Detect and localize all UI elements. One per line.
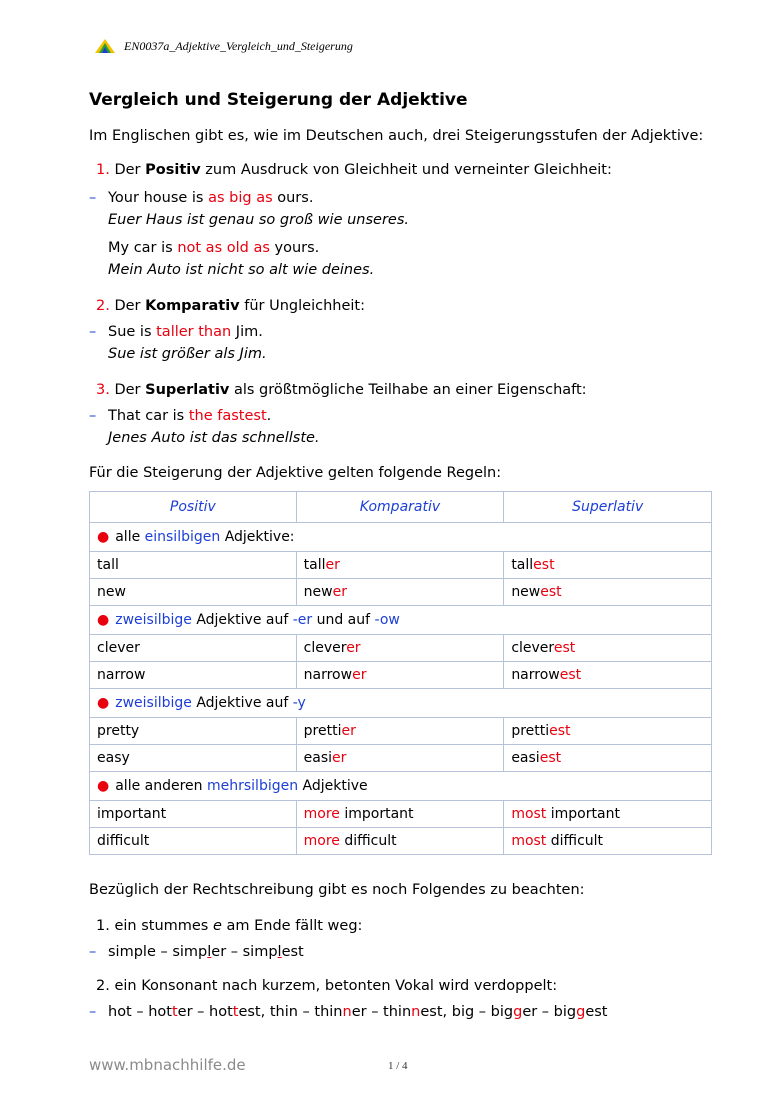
text: My car is xyxy=(108,240,178,256)
section-komparativ xyxy=(96,296,365,316)
table-row xyxy=(90,828,712,855)
text: als größtmögliche Teilhabe an einer Eigenschaft: xyxy=(229,382,587,398)
highlight: mehrsilbigen xyxy=(206,778,299,794)
stem: important xyxy=(546,806,620,822)
rule-number: 1. xyxy=(96,918,110,934)
text: er – thin xyxy=(351,1004,412,1020)
text: am Ende fällt weg: xyxy=(221,918,363,934)
highlight: einsilbigen xyxy=(144,529,221,545)
comparison-table xyxy=(89,491,712,855)
text: That car is xyxy=(108,408,189,424)
cell-superlativ xyxy=(504,662,712,689)
group-row xyxy=(90,689,712,718)
table-row xyxy=(90,801,712,828)
group-label xyxy=(90,689,712,718)
term-positiv: Positiv xyxy=(145,162,201,178)
text: ein stummes xyxy=(114,918,213,934)
cell-komparativ xyxy=(296,745,504,772)
bullet-dash: – xyxy=(89,944,97,960)
example-de: Sue ist größer als Jim. xyxy=(108,346,267,362)
suffix: er xyxy=(332,584,347,600)
cell-positiv: pretty xyxy=(90,718,297,745)
text: er – hot xyxy=(177,1004,233,1020)
cell-komparativ xyxy=(296,662,504,689)
group-label xyxy=(90,606,712,635)
cell-komparativ xyxy=(296,801,504,828)
term-komparativ: Komparativ xyxy=(145,298,240,314)
example-en xyxy=(108,406,271,426)
section-number: 2. xyxy=(96,298,110,314)
cell-positiv: important xyxy=(90,801,297,828)
suffix: est xyxy=(553,640,576,656)
text: yours. xyxy=(269,240,320,256)
highlight: -er xyxy=(292,612,313,628)
table-row xyxy=(90,718,712,745)
text: Jim. xyxy=(231,324,263,340)
text: Sue is xyxy=(108,324,157,340)
stem: important xyxy=(339,806,414,822)
table-header-row xyxy=(90,492,712,523)
bullet-dot-icon: ● xyxy=(97,778,110,794)
cell-komparativ xyxy=(296,635,504,662)
example-en xyxy=(108,322,263,342)
cell-superlativ xyxy=(504,552,712,579)
table-row xyxy=(90,662,712,689)
text: est, big – big xyxy=(420,1004,514,1020)
doubled-letter: n xyxy=(411,1004,421,1020)
suffix: er xyxy=(341,723,356,739)
table-row xyxy=(90,635,712,662)
text: Der xyxy=(114,162,146,178)
text: Adjektive xyxy=(298,778,368,794)
group-label xyxy=(90,772,712,801)
stem: tall xyxy=(303,557,326,573)
stem: pretti xyxy=(303,723,342,739)
suffix: er xyxy=(332,750,347,766)
text: Der xyxy=(114,298,146,314)
stem: clever xyxy=(511,640,554,656)
spelling-example-1 xyxy=(108,942,304,962)
cell-superlativ xyxy=(504,828,712,855)
stem: easi xyxy=(303,750,333,766)
table-row xyxy=(90,552,712,579)
section-superlativ xyxy=(96,380,587,400)
doubled-letter: g xyxy=(576,1004,586,1020)
doubled-letter: n xyxy=(342,1004,352,1020)
bullet-dot-icon: ● xyxy=(97,695,110,711)
text: ours. xyxy=(272,190,314,206)
bullet-dash: – xyxy=(89,324,97,340)
mbnachhilfe-logo-icon xyxy=(94,38,116,54)
text: alle xyxy=(115,529,145,545)
text: Your house is xyxy=(108,190,209,206)
text: alle anderen xyxy=(115,778,207,794)
modifier: more xyxy=(303,833,340,849)
text: est, thin – thin xyxy=(238,1004,343,1020)
text: est xyxy=(585,1004,608,1020)
cell-superlativ xyxy=(504,745,712,772)
bullet-dash: – xyxy=(89,190,97,206)
bullet-dash: – xyxy=(89,408,97,424)
cell-superlativ xyxy=(504,718,712,745)
highlight: the fastest xyxy=(188,408,267,424)
suffix: er xyxy=(325,557,340,573)
example-de: Jenes Auto ist das schnellste. xyxy=(108,430,320,446)
bullet-dot-icon: ● xyxy=(97,529,110,545)
text: est xyxy=(281,944,304,960)
cell-positiv: new xyxy=(90,579,297,606)
text: für Ungleichheit: xyxy=(239,298,365,314)
suffix: est xyxy=(539,750,562,766)
doubled-letter: t xyxy=(171,1004,178,1020)
doubled-letter: t xyxy=(232,1004,239,1020)
rule-number: 2. xyxy=(96,978,110,994)
suffix: est xyxy=(533,557,555,573)
stem: easi xyxy=(511,750,540,766)
group-label xyxy=(90,523,712,552)
stem: narrow xyxy=(511,667,560,683)
text: Der xyxy=(114,382,146,398)
header-komparativ: Komparativ xyxy=(296,492,504,523)
underlined-letter: l xyxy=(207,944,212,960)
example-en xyxy=(108,238,319,258)
rules-intro: Für die Steigerung der Adjektive gelten folgende Regeln: xyxy=(89,465,502,481)
text: zum Ausdruck von Gleichheit und verneinter Gleichheit: xyxy=(200,162,612,178)
underlined-letter: l xyxy=(277,944,282,960)
spelling-rule-2 xyxy=(96,976,557,996)
highlight: -y xyxy=(292,695,306,711)
stem: difficult xyxy=(546,833,604,849)
suffix: er xyxy=(346,640,361,656)
cell-komparativ xyxy=(296,718,504,745)
text: . xyxy=(266,408,272,424)
text: simple – simp xyxy=(108,944,208,960)
document-header xyxy=(94,36,353,56)
cell-positiv: narrow xyxy=(90,662,297,689)
highlight: -ow xyxy=(374,612,400,628)
section-number: 3. xyxy=(96,382,110,398)
spelling-rule-1 xyxy=(96,916,362,936)
spelling-intro: Bezüglich der Rechtschreibung gibt es noch Folgendes zu beachten: xyxy=(89,882,585,898)
stem: new xyxy=(303,584,333,600)
example-en xyxy=(108,188,313,208)
example-de: Euer Haus ist genau so groß wie unseres. xyxy=(108,212,409,228)
stem: difficult xyxy=(339,833,397,849)
suffix: est xyxy=(540,584,562,600)
stem: narrow xyxy=(303,667,353,683)
modifier: most xyxy=(511,833,547,849)
cell-superlativ xyxy=(504,635,712,662)
text: ein Konsonant nach kurzem, betonten Vokal wird verdoppelt: xyxy=(114,978,558,994)
stem: pretti xyxy=(511,723,550,739)
text: Adjektive auf xyxy=(191,612,293,628)
highlight: zweisilbige xyxy=(115,612,192,628)
modifier: more xyxy=(303,806,340,822)
document-filename: EN0037a_Adjektive_Vergleich_und_Steigerung xyxy=(124,38,353,53)
header-positiv: Positiv xyxy=(90,492,297,523)
section-positiv xyxy=(96,160,612,180)
bullet-dot-icon: ● xyxy=(97,612,110,628)
intro-text: Im Englischen gibt es, wie im Deutschen auch, drei Steigerungsstufen der Adjektive: xyxy=(89,128,704,144)
stem: tall xyxy=(511,557,534,573)
section-number: 1. xyxy=(96,162,110,178)
cell-superlativ xyxy=(504,579,712,606)
text: hot – hot xyxy=(108,1004,172,1020)
page-number: 1 / 4 xyxy=(388,1060,408,1072)
highlight: taller than xyxy=(156,324,232,340)
term-superlativ: Superlativ xyxy=(145,382,230,398)
cell-komparativ xyxy=(296,828,504,855)
suffix: er xyxy=(352,667,367,683)
suffix: est xyxy=(549,723,571,739)
bullet-dash: – xyxy=(89,1004,97,1020)
text: und auf xyxy=(312,612,375,628)
cell-positiv: difficult xyxy=(90,828,297,855)
group-row xyxy=(90,606,712,635)
text: Adjektive: xyxy=(220,529,295,545)
cell-positiv: tall xyxy=(90,552,297,579)
highlight: zweisilbige xyxy=(115,695,192,711)
table-row xyxy=(90,579,712,606)
table-row xyxy=(90,745,712,772)
cell-positiv: easy xyxy=(90,745,297,772)
spelling-example-2 xyxy=(108,1002,608,1022)
stem: new xyxy=(511,584,541,600)
doubled-letter: g xyxy=(513,1004,523,1020)
highlight: as big as xyxy=(208,190,273,206)
text: Adjektive auf xyxy=(191,695,293,711)
footer-url: www.mbnachhilfe.de xyxy=(89,1056,246,1074)
header-superlativ: Superlativ xyxy=(504,492,712,523)
group-row xyxy=(90,772,712,801)
text: er – simp xyxy=(211,944,278,960)
group-row xyxy=(90,523,712,552)
modifier: most xyxy=(511,806,547,822)
cell-superlativ xyxy=(504,801,712,828)
example-de: Mein Auto ist nicht so alt wie deines. xyxy=(108,262,375,278)
page-title: Vergleich und Steigerung der Adjektive xyxy=(89,90,468,110)
cell-komparativ xyxy=(296,552,504,579)
cell-komparativ xyxy=(296,579,504,606)
letter: e xyxy=(212,918,222,934)
highlight: not as old as xyxy=(177,240,270,256)
stem: clever xyxy=(303,640,347,656)
cell-positiv: clever xyxy=(90,635,297,662)
text: er – big xyxy=(522,1004,577,1020)
suffix: est xyxy=(559,667,582,683)
